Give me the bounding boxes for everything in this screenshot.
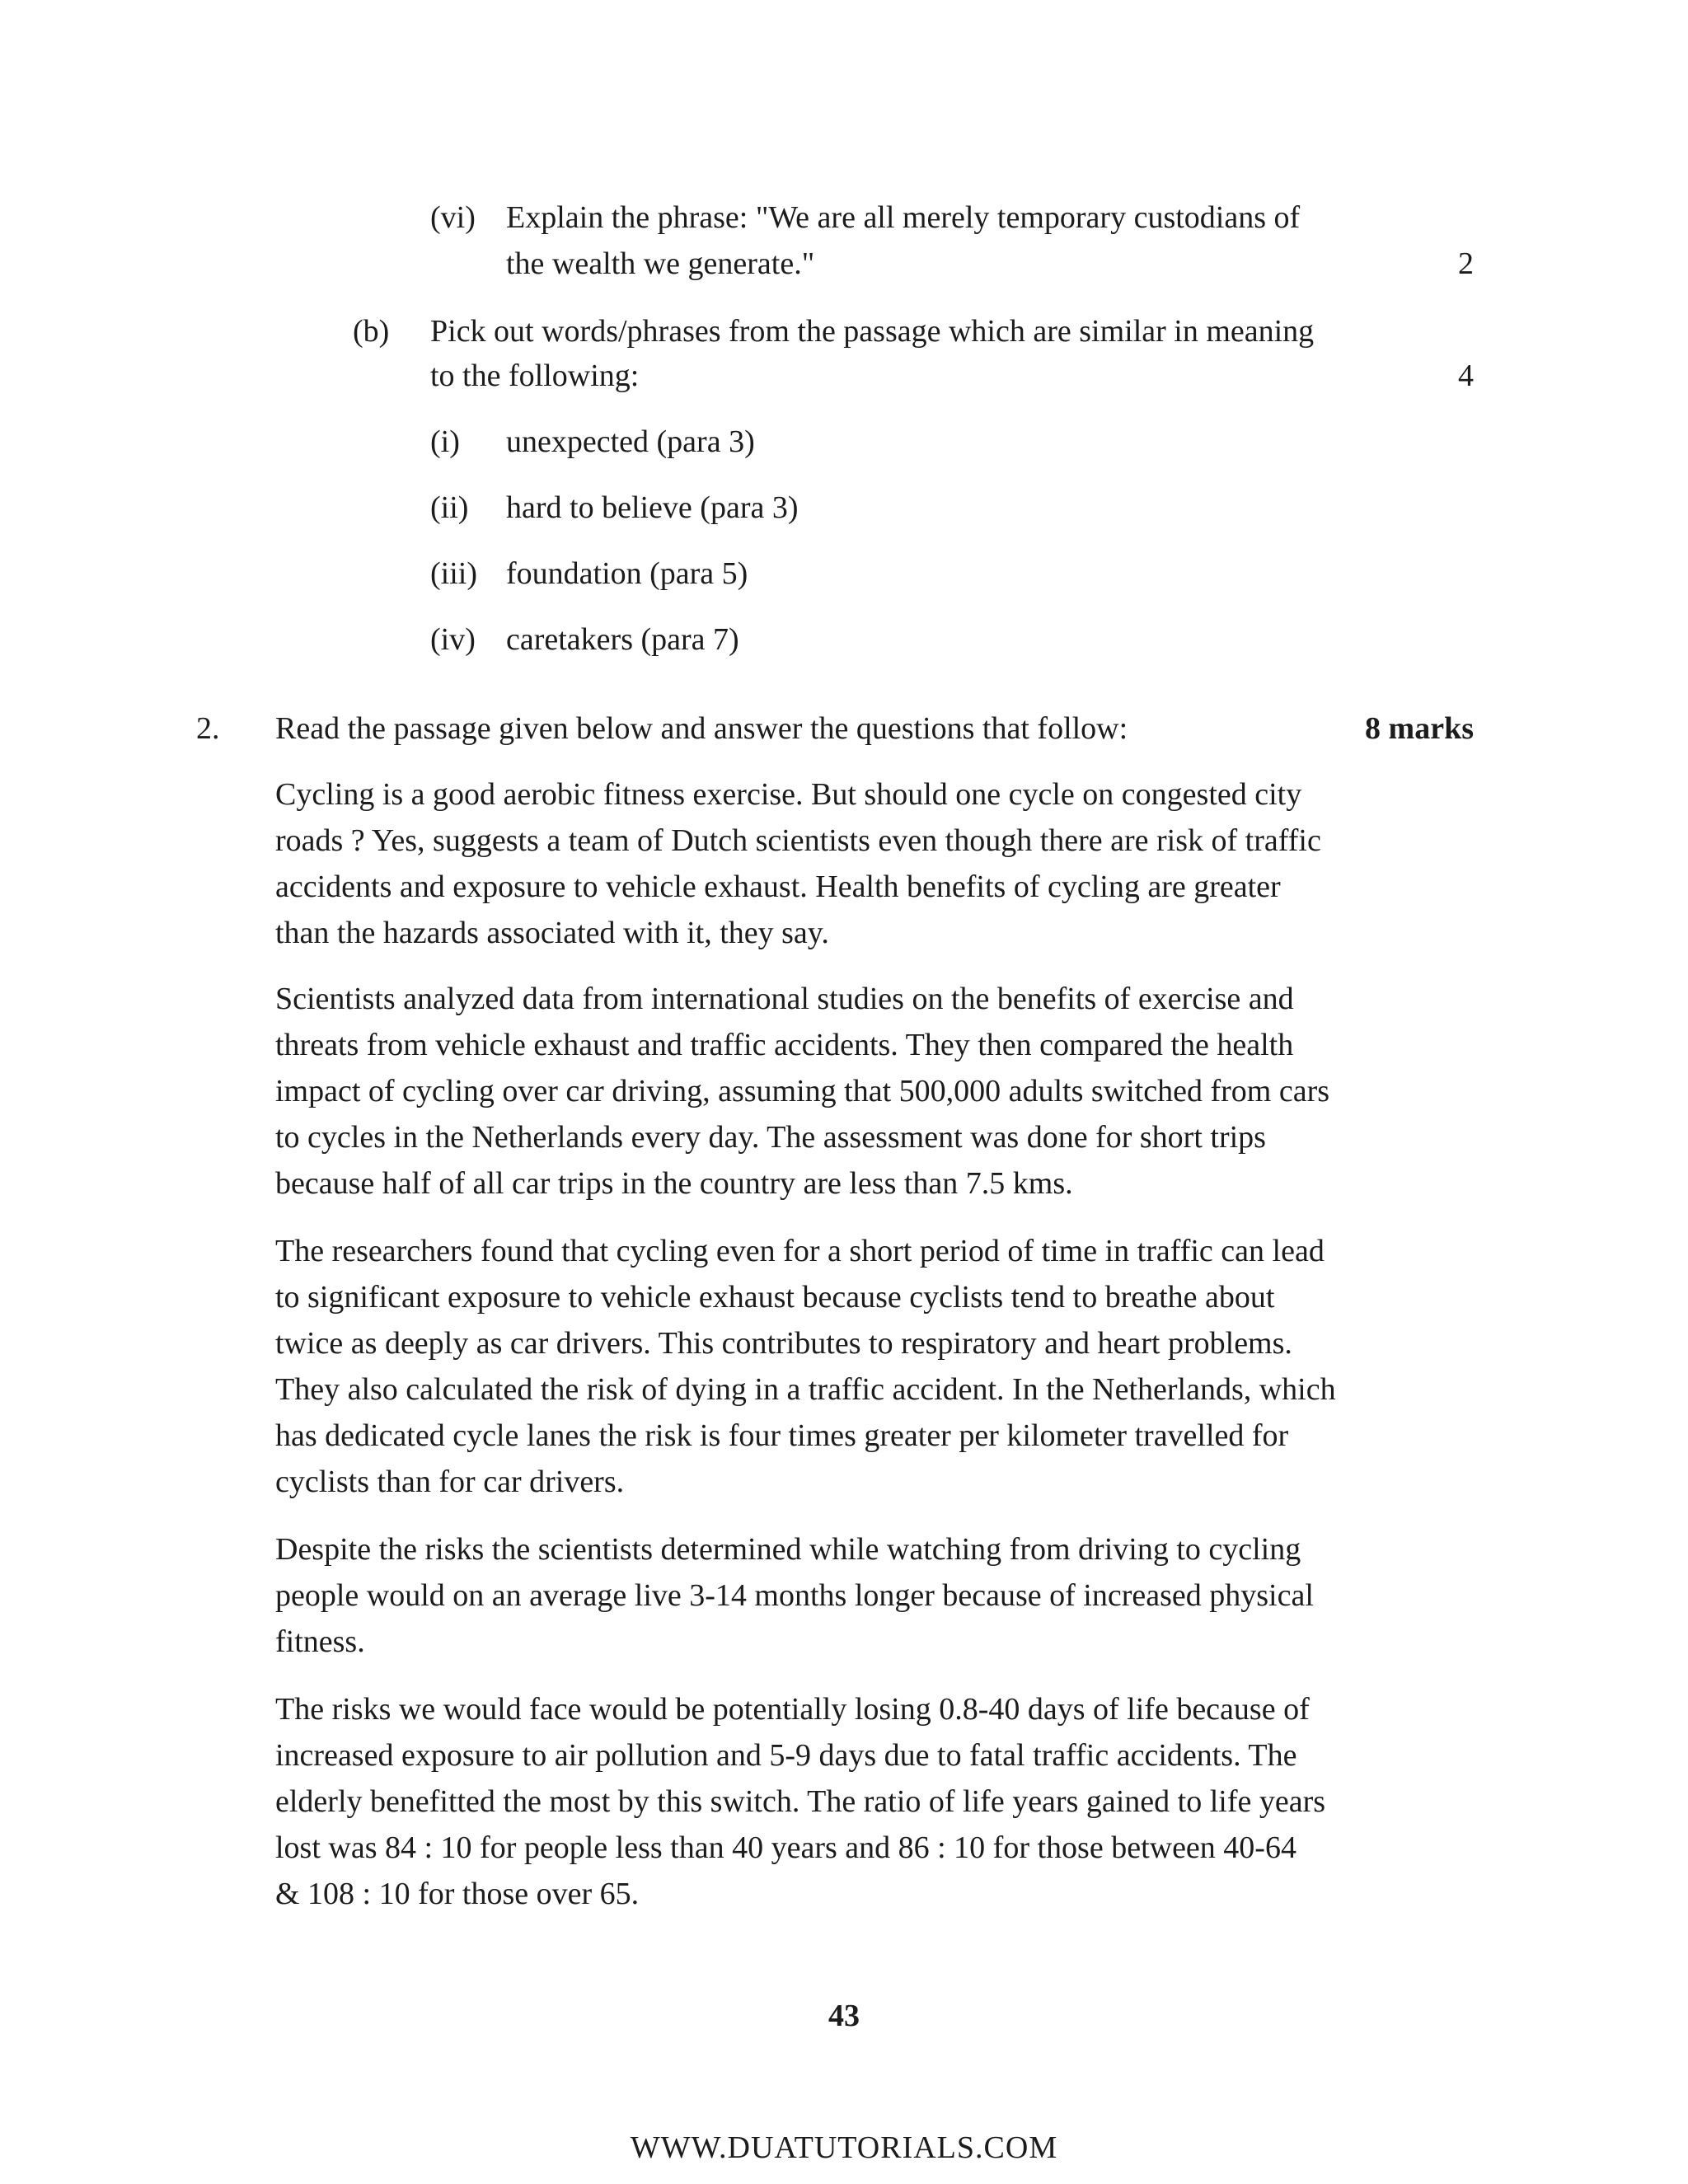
list-item-text: unexpected (para 3) (506, 424, 755, 459)
passage-p1-line-2: roads ? Yes, suggests a team of Dutch scientists even though there are risk of traffic (275, 823, 1321, 858)
passage-p1-line-3: accidents and exposure to vehicle exhaust. Health benefits of cycling are greater (275, 869, 1281, 904)
passage-p3-line-2: to significant exposure to vehicle exhaust because cyclists tend to breathe about (275, 1280, 1275, 1315)
question-1-b-label: (b) (353, 314, 390, 349)
footer-website: WWW.DUATUTORIALS.COM (630, 2130, 1058, 2165)
question-1-b-marks: 4 (1458, 359, 1474, 393)
passage-p2-line-4: to cycles in the Netherlands every day. The assessment was done for short trips (275, 1120, 1266, 1155)
passage-p3-line-3: twice as deeply as car drivers. This contributes to respiratory and heart problems. (275, 1326, 1292, 1361)
passage-p4-line-2: people would on an average live 3-14 months longer because of increased physical (275, 1578, 1314, 1613)
passage-p3-line-1: The researchers found that cycling even for a short period of time in traffic can lead (275, 1234, 1325, 1268)
page-number: 43 (828, 1999, 860, 2033)
passage-p5-line-4: lost was 84 : 10 for people less than 40 years and 86 : 10 for those between 40-64 (275, 1830, 1296, 1865)
passage-p5-line-1: The risks we would face would be potentially losing 0.8-40 days of life because of (275, 1692, 1310, 1727)
question-1-b-text-line-1: Pick out words/phrases from the passage which are similar in meaning (430, 314, 1315, 349)
question-1-vi-text-line-2: the wealth we generate." (506, 246, 815, 281)
question-1-vi-label: (vi) (430, 200, 476, 235)
passage-p2-line-2: threats from vehicle exhaust and traffic accidents. They then compared the health (275, 1028, 1294, 1062)
passage-p5-line-2: increased exposure to air pollution and 5-9 days due to fatal traffic accidents. The (275, 1738, 1297, 1773)
passage-p5-line-3: elderly benefitted the most by this switch. The ratio of life years gained to life years (275, 1784, 1326, 1819)
passage-p2-line-1: Scientists analyzed data from international studies on the benefits of exercise and (275, 982, 1294, 1016)
passage-p3-line-4: They also calculated the risk of dying in a traffic accident. In the Netherlands, which (275, 1372, 1336, 1407)
passage-p2-line-3: impact of cycling over car driving, assuming that 500,000 adults switched from cars (275, 1074, 1330, 1108)
list-item-label: (iii) (430, 556, 477, 591)
list-item-label: (ii) (430, 490, 469, 525)
passage-p4-line-3: fitness. (275, 1624, 365, 1659)
passage-p4-line-1: Despite the risks the scientists determined while watching from driving to cycling (275, 1532, 1301, 1567)
passage-p5-line-5: & 108 : 10 for those over 65. (275, 1877, 640, 1911)
question-1-b-text-line-2: to the following: (430, 359, 640, 393)
list-item-label: (i) (430, 424, 460, 459)
list-item-text: hard to believe (para 3) (506, 490, 799, 525)
passage-p2-line-5: because half of all car trips in the country are less than 7.5 kms. (275, 1166, 1073, 1201)
question-1-vi-text-line-1: Explain the phrase: "We are all merely temporary custodians of (506, 200, 1301, 235)
passage-p3-line-5: has dedicated cycle lanes the risk is four times greater per kilometer travelled for (275, 1418, 1289, 1453)
list-item-text: foundation (para 5) (506, 556, 748, 591)
passage-p3-line-6: cyclists than for car drivers. (275, 1465, 625, 1499)
question-2-number: 2. (196, 711, 220, 746)
question-2-marks: 8 marks (1365, 711, 1474, 746)
list-item-label: (iv) (430, 622, 476, 657)
list-item-text: caretakers (para 7) (506, 622, 739, 657)
passage-p1-line-4: than the hazards associated with it, they say. (275, 916, 829, 950)
passage-p1-line-1: Cycling is a good aerobic fitness exercise. But should one cycle on congested city (275, 777, 1302, 812)
question-2-instruction: Read the passage given below and answer the questions that follow: (275, 711, 1128, 746)
question-1-vi-marks: 2 (1458, 246, 1474, 281)
